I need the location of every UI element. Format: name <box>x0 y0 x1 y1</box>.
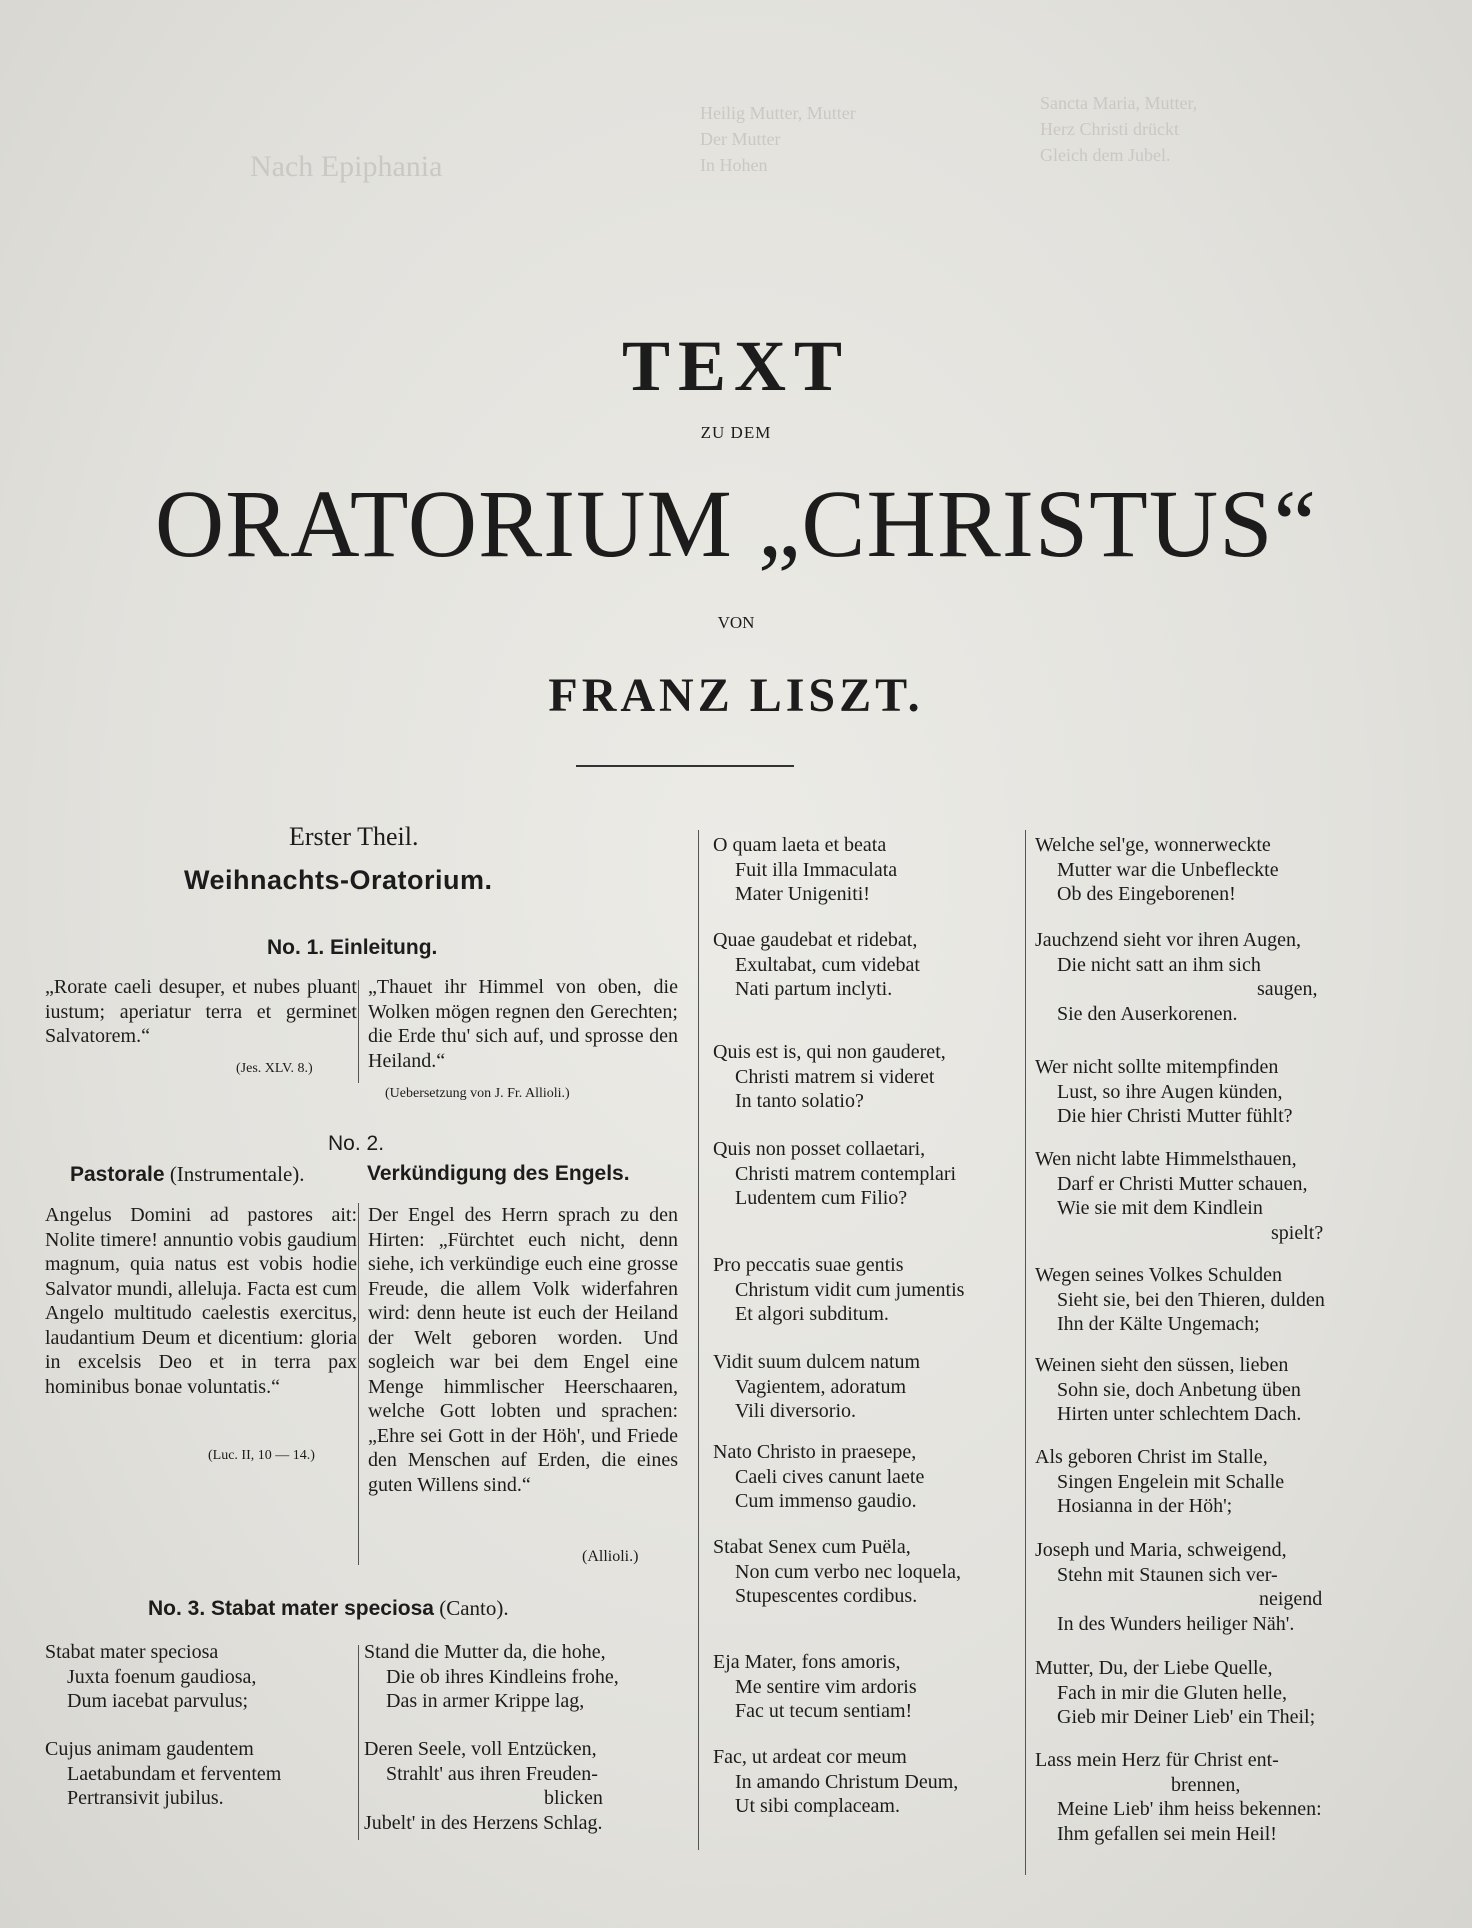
verse-line: Darf er Christi Mutter schauen, <box>1057 1172 1308 1195</box>
verse-line: Exultabat, cum videbat <box>735 953 920 976</box>
verse-line: Als geboren Christ im Stalle, <box>1035 1446 1268 1468</box>
section-subtitle: Verkündigung des Engels. <box>367 1162 630 1185</box>
latin-stanza <box>713 1137 956 1211</box>
verse-line: Fach in mir die Gluten helle, <box>1057 1681 1287 1704</box>
verse-line: Lust, so ihre Augen künden, <box>1057 1080 1283 1103</box>
verse-line: Vidit suum dulcem natum <box>713 1351 921 1373</box>
verse-line: Cujus animam gaudentem <box>45 1738 254 1760</box>
german-stanza <box>1035 1263 1325 1337</box>
latin-stanza <box>713 1535 961 1609</box>
verse-line: Cum immenso gaudio. <box>735 1490 917 1512</box>
verse-line: Stand die Mutter da, die hohe, <box>364 1641 606 1663</box>
latin-stanza <box>713 1440 924 1514</box>
german-text <box>368 1203 678 1497</box>
verse-line: Sohn sie, doch Anbetung üben <box>1057 1378 1301 1401</box>
german-stanza <box>364 1737 603 1835</box>
latin-text <box>45 1203 357 1399</box>
verse-line: Sie den Auserkorenen. <box>1057 1002 1238 1025</box>
subtitle-line: ZU DEM <box>700 423 772 442</box>
latin-stanza <box>713 1350 920 1424</box>
verse-line: Meine Lieb' ihm heiss bekennen: <box>1057 1798 1322 1820</box>
latin-stanza <box>713 833 897 907</box>
german-stanza <box>1035 833 1279 907</box>
verse-line: Ob des Eingeborenen! <box>1057 883 1236 905</box>
latin-text <box>45 975 357 1049</box>
verse-line: Sieht sie, bei den Thieren, dulden <box>1057 1288 1325 1311</box>
verse-line: Wen nicht labte Himmelsthauen, <box>1035 1148 1297 1170</box>
verse-line: Stabat Senex cum Puëla, <box>713 1536 911 1558</box>
german-stanza <box>1035 1538 1322 1636</box>
page-title: TEXT <box>621 326 851 406</box>
verse-line: Et algori subditum. <box>735 1303 889 1325</box>
verse-line: Jubelt' in des Herzens Schlag. <box>364 1811 603 1834</box>
verse-line: Christi matrem si videret <box>735 1065 935 1088</box>
verse-line: Wer nicht sollte mitempfinden <box>1035 1056 1279 1078</box>
verse-line: Dum iacebat parvulus; <box>67 1690 249 1712</box>
verse-line: Quis non posset collaetari, <box>713 1138 926 1160</box>
verse-line: Nato Christo in praesepe, <box>713 1441 917 1463</box>
verse-line: Vagientem, adoratum <box>735 1375 907 1398</box>
german-text <box>368 975 678 1073</box>
verse-line: Stabat mater speciosa <box>45 1641 219 1663</box>
citation: (Uebersetzung von J. Fr. Allioli.) <box>385 1086 570 1101</box>
verse-line: blicken <box>544 1787 603 1809</box>
citation: (Jes. XLV. 8.) <box>236 1061 313 1076</box>
verse-line: Caeli cives canunt laete <box>735 1465 925 1488</box>
german-paragraph: „Thauet ihr Himmel von oben, die Wolken mögen regnen den Gerechten; die Erde thu' sich auf, und sprosse den Heiland.“ <box>368 976 678 1072</box>
section-subtitle <box>70 1162 305 1188</box>
verse-line: Me sentire vim ardoris <box>735 1675 917 1698</box>
composer-name: FRANZ LISZT. <box>548 669 924 722</box>
verse-line: Die ob ihres Kindleins frohe, <box>386 1665 619 1688</box>
verse-line: Quis est is, qui non gauderet, <box>713 1041 946 1063</box>
verse-line: Christi matrem contemplari <box>735 1162 957 1185</box>
verse-line: Hosianna in der Höh'; <box>1057 1495 1233 1517</box>
verse-line: Die nicht satt an ihm sich <box>1057 953 1261 976</box>
latin-stanza <box>45 1737 281 1811</box>
verse-line: Weinen sieht den süssen, lieben <box>1035 1354 1289 1376</box>
verse-line: Ihm gefallen sei mein Heil! <box>1057 1822 1277 1845</box>
verse-line: Stupescentes cordibus. <box>735 1585 918 1607</box>
verse-line: Die hier Christi Mutter fühlt? <box>1057 1105 1293 1127</box>
section-number: No. 2. <box>328 1132 385 1155</box>
section-heading <box>267 936 437 961</box>
bleed-through-text: Nach Epiphania <box>250 150 443 183</box>
column-rule <box>358 1203 359 1565</box>
latin-stanza <box>713 1253 964 1327</box>
bleed-through-text: Heilig Mutter, Mutter Der Mutter In Hohen <box>700 103 856 175</box>
verse-line: Stehn mit Staunen sich ver- <box>1057 1563 1278 1586</box>
verse-line: Wie sie mit dem Kindlein <box>1057 1197 1263 1219</box>
verse-line: In amando Christum Deum, <box>735 1770 959 1793</box>
german-stanza <box>1035 1353 1301 1427</box>
section-number: No. 1. <box>267 936 325 959</box>
german-stanza <box>1035 1748 1322 1846</box>
section-title: Stabat mater speciosa <box>211 1597 434 1620</box>
section-note: (Canto). <box>433 1596 509 1620</box>
citation: (Luc. II, 10 — 14.) <box>208 1448 315 1463</box>
part-heading: Erster Theil. <box>289 822 419 851</box>
verse-line: Lass mein Herz für Christ ent- <box>1035 1749 1279 1771</box>
verse-line: Singen Engelein mit Schalle <box>1057 1470 1285 1493</box>
bleed-through-text: Sancta Maria, Mutter, Herz Christi drückt Gleich dem Jubel. <box>1040 93 1198 165</box>
verse-line: Quae gaudebat et ridebat, <box>713 929 918 951</box>
verse-line: Ludentem cum Filio? <box>735 1187 908 1209</box>
verse-line: Juxta foenum gaudiosa, <box>67 1665 257 1688</box>
latin-stanza <box>713 1650 917 1724</box>
german-stanza <box>364 1640 619 1714</box>
verse-line: Christum vidit cum jumentis <box>735 1278 965 1301</box>
by-line: VON <box>717 613 755 632</box>
verse-line: Vili diversorio. <box>735 1400 857 1422</box>
german-paragraph: Der Engel des Herrn sprach zu den Hirten: „Fürchtet euch nicht, denn siehe, ich verkündige euch eine grosse Freude, die allem Volk widerfahren wird: denn heute ist euch der Heiland der Welt geboren worden. Und sogleich war bei dem Engel eine Menge himmlischer Heerschaaren, welche Gott lobten und sprachen: „Ehre sei Gott in der Höh', und Friede den Menschen auf Erden, die eines guten Willens sind.“ <box>368 1204 678 1496</box>
german-stanza <box>1035 1445 1284 1519</box>
verse-line: neigend <box>1259 1588 1323 1610</box>
verse-line: Gieb mir Deiner Lieb' ein Theil; <box>1057 1706 1316 1728</box>
column-rule <box>1025 830 1026 1875</box>
verse-line: Ihn der Kälte Ungemach; <box>1057 1313 1260 1335</box>
verse-line: In des Wunders heiliger Näh'. <box>1057 1612 1295 1635</box>
verse-line: Mutter, Du, der Liebe Quelle, <box>1035 1657 1273 1679</box>
verse-line: Wegen seines Volkes Schulden <box>1035 1264 1283 1286</box>
verse-line: Nati partum inclyti. <box>735 978 893 1000</box>
latin-stanza <box>713 1745 958 1819</box>
verse-line: Fac, ut ardeat cor meum <box>713 1746 907 1768</box>
german-stanza <box>1035 1147 1323 1245</box>
verse-line: Jauchzend sieht vor ihren Augen, <box>1035 929 1302 951</box>
divider-rule <box>576 765 794 767</box>
latin-paragraph: „Rorate caeli desuper, et nubes pluant iustum; aperiatur terra et germinet Salvatorem.“ <box>45 976 357 1047</box>
verse-line: Laetabundam et ferventem <box>67 1762 282 1785</box>
latin-paragraph: Angelus Domini ad pastores ait: Nolite timere! annuntio vobis gaudium magnum, quia natus est vobis hodie Salvator mundi, alleluja. Facta est cum Angelo multitudo caelestis exercitus, laudantium Deum et dicentium: gloria in excelsis Deo et in terra pax hominibus bonae voluntatis.“ <box>45 1204 357 1398</box>
pastorale-note: (Instrumentale). <box>164 1162 305 1186</box>
verse-line: Fac ut tecum sentiam! <box>735 1700 913 1722</box>
pastorale-label: Pastorale <box>70 1163 165 1186</box>
german-stanza <box>1035 1656 1315 1730</box>
verse-line: Fuit illa Immaculata <box>735 858 898 881</box>
verse-line: spielt? <box>1271 1221 1324 1244</box>
verse-line: Pro peccatis suae gentis <box>713 1254 904 1276</box>
verse-line: Non cum verbo nec loquela, <box>735 1560 962 1583</box>
verse-line: Das in armer Krippe lag, <box>386 1690 585 1712</box>
verse-line: Pertransivit jubilus. <box>67 1787 224 1809</box>
column-rule <box>698 830 699 1850</box>
latin-stanza <box>713 928 920 1002</box>
german-stanza <box>1035 928 1318 1026</box>
verse-line: brennen, <box>1171 1773 1241 1796</box>
verse-line: In tanto solatio? <box>735 1090 864 1112</box>
verse-line: Joseph und Maria, schweigend, <box>1035 1539 1287 1561</box>
verse-line: Mutter war die Unbefleckte <box>1057 858 1279 881</box>
verse-line: Hirten unter schlechtem Dach. <box>1057 1403 1302 1425</box>
column-rule <box>358 980 359 1083</box>
section-heading <box>148 1596 509 1622</box>
verse-line: Eja Mater, fons amoris, <box>713 1651 901 1673</box>
latin-stanza <box>713 1040 946 1114</box>
citation: (Allioli.) <box>582 1548 639 1565</box>
latin-stanza <box>45 1640 256 1714</box>
verse-line: Deren Seele, voll Entzücken, <box>364 1738 597 1760</box>
part-subtitle: Weihnachts-Oratorium. <box>184 865 493 895</box>
german-stanza <box>1035 1055 1293 1129</box>
verse-line: saugen, <box>1257 978 1318 1000</box>
verse-line: Ut sibi complaceam. <box>735 1795 900 1817</box>
work-title: ORATORIUM „CHRISTUS“ <box>154 470 1318 577</box>
verse-line: O quam laeta et beata <box>713 834 887 856</box>
verse-line: Strahlt' aus ihren Freuden- <box>386 1762 598 1785</box>
section-number: No. 3. <box>148 1597 206 1620</box>
column-rule <box>358 1645 359 1840</box>
verse-line: Welche sel'ge, wonnerweckte <box>1035 834 1271 856</box>
verse-line: Mater Unigeniti! <box>735 883 870 905</box>
section-title: Einleitung. <box>330 936 438 959</box>
